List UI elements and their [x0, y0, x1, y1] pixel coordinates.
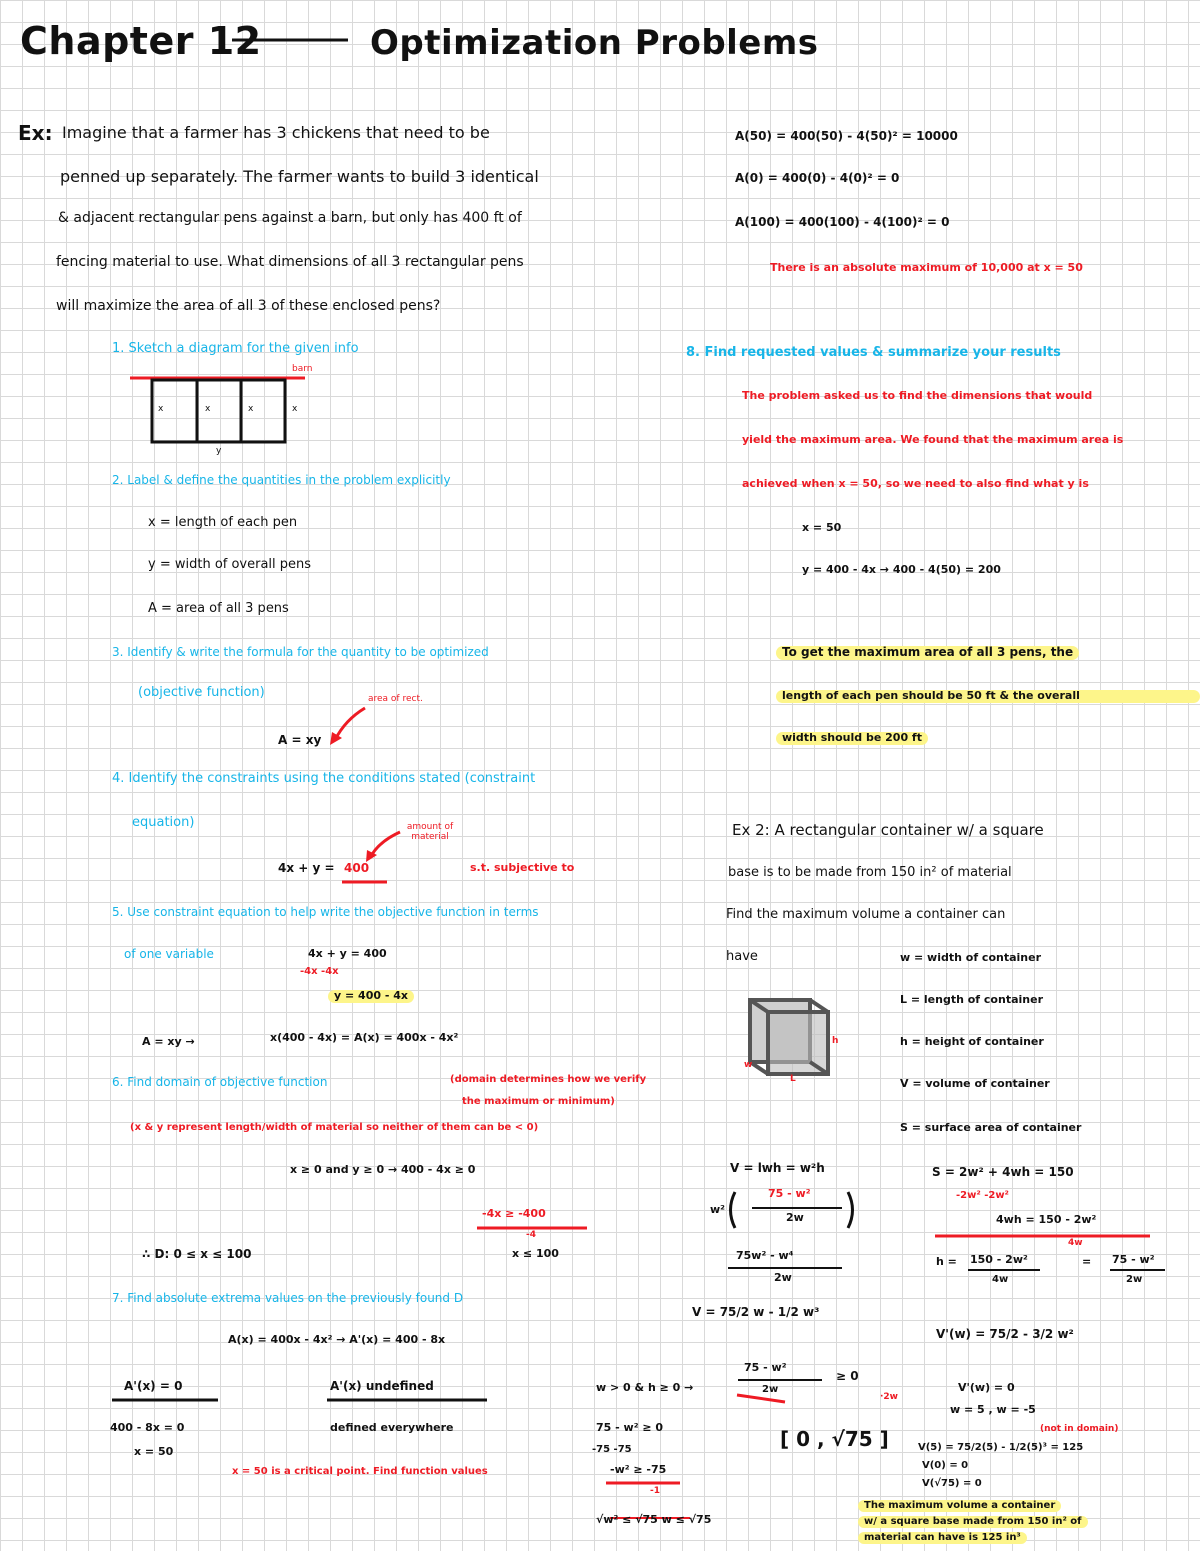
- conclusion-line-1: To get the maximum area of all 3 pens, the: [776, 646, 1079, 660]
- surface-sub: -2w² -2w²: [956, 1190, 1009, 1201]
- substitute-right: x(400 - 4x) = A(x) = 400x - 4x²: [270, 1031, 459, 1044]
- summary-line-3: achieved when x = 50, so we need to also find what y is: [742, 477, 1089, 490]
- ex2-problem-line-2: base is to be made from 150 in² of material: [728, 865, 1012, 880]
- step-4-line-1: 4. Identify the constraints using the conditions stated (constraint: [112, 771, 536, 786]
- vsub-num: 75 - w²: [768, 1187, 811, 1200]
- ex1-problem-line-3: & adjacent rectangular pens against a barn, but only has 400 ft of: [58, 210, 522, 226]
- col2-a: defined everywhere: [330, 1421, 454, 1434]
- domain-lead: w > 0 & h ≥ 0 →: [596, 1381, 694, 1394]
- step-3-line-1: 3. Identify & write the formula for the quantity to be optimized: [112, 645, 489, 659]
- diagram-x-3: x: [248, 404, 254, 414]
- cube-w-label: w: [744, 1060, 753, 1070]
- ineq-4: √w² ≤ √75 w ≤ √75: [596, 1513, 712, 1526]
- domain-frac-num: 75 - w²: [744, 1361, 787, 1374]
- domain-line-2b: -4: [526, 1230, 536, 1240]
- eval-50: A(50) = 400(50) - 4(50)² = 10000: [735, 129, 958, 143]
- vsub-paren-l: [731, 1192, 736, 1228]
- ex2-def-w: w = width of container: [900, 951, 1042, 964]
- ineq-3b: -1: [650, 1486, 660, 1496]
- volume-final: V = 75/2 w - 1/2 w³: [692, 1305, 820, 1319]
- v-at-sqrt75: V(√75) = 0: [922, 1478, 982, 1489]
- ex2-def-v: V = volume of container: [900, 1077, 1050, 1090]
- objective-function: A = xy: [278, 733, 322, 747]
- constraint-rhs: 400: [344, 861, 370, 875]
- y-calc-1: x = 50: [802, 521, 842, 534]
- def-a: A = area of all 3 pens: [148, 601, 289, 616]
- ex2-conclusion-line-1: The maximum volume a container: [858, 1500, 1061, 1512]
- domain-line-1: x ≥ 0 and y ≥ 0 → 400 - 4x ≥ 0: [290, 1163, 476, 1176]
- surface-eq: S = 2w² + 4wh = 150: [932, 1165, 1074, 1179]
- h-eq-den: 4w: [992, 1274, 1009, 1285]
- summary-line-1: The problem asked us to find the dimensions that would: [742, 389, 1093, 402]
- constraint-solve-2: -4x -4x: [300, 966, 339, 977]
- ex2-problem-line-4: have: [726, 949, 758, 964]
- step-6-note-2: the maximum or minimum): [462, 1096, 615, 1107]
- volume-eq: V = lwh = w²h: [730, 1161, 825, 1175]
- h-eq-num: 150 - 2w²: [970, 1253, 1028, 1266]
- h-eq-num2: 75 - w²: [1112, 1253, 1155, 1266]
- domain-mult: ·2w: [880, 1392, 898, 1402]
- constraint-solve-1: 4x + y = 400: [308, 947, 387, 960]
- subject-to: s.t. subjective to: [470, 861, 575, 874]
- pens-outline: [152, 380, 285, 442]
- critical-note: x = 50 is a critical point. Find function values: [232, 1466, 488, 1477]
- conclusion-line-2: length of each pen should be 50 ft & the overall: [776, 690, 1200, 703]
- ex1-problem-line-5: will maximize the area of all 3 of these enclosed pens?: [56, 298, 441, 314]
- cube-l-label: L: [790, 1074, 796, 1084]
- h-eq-den2: 2w: [1126, 1274, 1143, 1285]
- def-x: x = length of each pen: [148, 515, 298, 530]
- v-prime-note: (not in domain): [1040, 1424, 1119, 1434]
- step-2: 2. Label & define the quantities in the problem explicitly: [112, 473, 451, 487]
- v-prime-zero: V'(w) = 0: [958, 1381, 1015, 1394]
- col1-b: x = 50: [134, 1445, 174, 1458]
- step-4-line-2: equation): [132, 815, 195, 830]
- ex2-problem-line-3: Find the maximum volume a container can: [726, 907, 1006, 922]
- absolute-max: There is an absolute maximum of 10,000 at x = 50: [770, 261, 1083, 274]
- ineq-2: -75 -75: [592, 1444, 632, 1455]
- v-prime: V'(w) = 75/2 - 3/2 w²: [936, 1327, 1074, 1341]
- area-arrowhead: [330, 732, 342, 745]
- vsub-paren-r: [848, 1192, 853, 1228]
- step-6: 6. Find domain of objective function: [112, 1075, 328, 1089]
- step-6-note-1: (domain determines how we verify: [450, 1074, 647, 1085]
- v-prime-solution: w = 5 , w = -5: [950, 1403, 1036, 1416]
- col1-a: 400 - 8x = 0: [110, 1421, 185, 1434]
- step-7: 7. Find absolute extrema values on the previously found D: [112, 1291, 464, 1305]
- area-note: area of rect.: [368, 694, 423, 704]
- vexp-num: 75w² - w⁴: [736, 1249, 794, 1262]
- ex2-def-h: h = height of container: [900, 1035, 1044, 1048]
- substitute-left: A = xy →: [142, 1035, 195, 1048]
- step-1: 1. Sketch a diagram for the given info: [112, 341, 359, 356]
- surface-div: 4w: [1068, 1238, 1083, 1248]
- col1-head: A'(x) = 0: [124, 1379, 183, 1393]
- ex1-problem-line-1: Imagine that a farmer has 3 chickens that need to be: [62, 123, 490, 142]
- domain-ge: ≥ 0: [836, 1369, 859, 1383]
- domain-frac-den: 2w: [762, 1384, 779, 1395]
- domain-interval: [ 0 , √75 ]: [780, 1427, 889, 1451]
- eval-0: A(0) = 400(0) - 4(0)² = 0: [735, 171, 900, 185]
- ex2-conclusion-line-3: material can have is 125 in³: [858, 1532, 1027, 1544]
- ineq-1: 75 - w² ≥ 0: [596, 1421, 664, 1434]
- ex1-problem-line-2: penned up separately. The farmer wants to build 3 identical: [60, 167, 539, 186]
- constraint-lhs: 4x + y =: [278, 861, 335, 875]
- ex2-conclusion-line-2: w/ a square base made from 150 in² of: [858, 1516, 1088, 1528]
- constraint-solve-3: y = 400 - 4x: [328, 990, 414, 1003]
- diagram-x-2: x: [205, 404, 211, 414]
- col2-head: A'(x) undefined: [330, 1379, 434, 1393]
- step-5-line-1: 5. Use constraint equation to help write the objective function in terms: [112, 905, 539, 919]
- chapter-topic: Optimization Problems: [370, 23, 819, 63]
- step-5-line-2: of one variable: [124, 947, 214, 961]
- ineq-3: -w² ≥ -75: [610, 1463, 667, 1476]
- domain-line-2: -4x ≥ -400: [482, 1207, 546, 1220]
- y-calc-2: y = 400 - 4x → 400 - 4(50) = 200: [802, 563, 1001, 576]
- eval-100: A(100) = 400(100) - 4(100)² = 0: [735, 215, 950, 229]
- ex2-problem-line-1: Ex 2: A rectangular container w/ a square: [732, 821, 1044, 839]
- v-at-5: V(5) = 75/2(5) - 1/2(5)³ = 125: [918, 1442, 1084, 1453]
- surface-isolate: 4wh = 150 - 2w²: [996, 1213, 1097, 1226]
- cube-h-label: h: [832, 1036, 839, 1046]
- def-y: y = width of overall pens: [148, 557, 312, 572]
- step-8: 8. Find requested values & summarize your results: [686, 345, 1061, 360]
- h-eq-lhs: h =: [936, 1255, 957, 1268]
- step-6-note-3: (x & y represent length/width of material so neither of them can be < 0): [130, 1122, 539, 1133]
- step-3-line-2: (objective function): [138, 685, 265, 700]
- vexp-den: 2w: [774, 1271, 792, 1284]
- diagram-x-1: x: [158, 404, 164, 414]
- domain-line-3: x ≤ 100: [512, 1247, 559, 1260]
- diagram-y: y: [216, 446, 222, 456]
- barn-label: barn: [292, 364, 313, 374]
- derivative: A(x) = 400x - 4x² → A'(x) = 400 - 8x: [228, 1333, 446, 1346]
- chapter-title: Chapter 12: [20, 19, 262, 63]
- ex2-def-l: L = length of container: [900, 993, 1043, 1006]
- h-eq-eq: =: [1082, 1255, 1092, 1268]
- cube-icon: [750, 1000, 828, 1074]
- dom-cancel: [737, 1395, 785, 1402]
- vsub-pre: w²: [710, 1203, 725, 1216]
- ex1-label: Ex:: [18, 121, 53, 145]
- constraint-note: amount of material: [406, 822, 454, 843]
- domain-final: ∴ D: 0 ≤ x ≤ 100: [142, 1247, 252, 1261]
- ex2-def-s: S = surface area of container: [900, 1121, 1082, 1134]
- diagram-x-4: x: [292, 404, 298, 414]
- v-at-0: V(0) = 0: [922, 1460, 969, 1471]
- vsub-den: 2w: [786, 1211, 804, 1224]
- area-arrow: [335, 708, 365, 740]
- summary-line-2: yield the maximum area. We found that the maximum area is: [742, 433, 1124, 446]
- conclusion-line-3: width should be 200 ft: [776, 732, 928, 745]
- ex1-problem-line-4: fencing material to use. What dimensions of all 3 rectangular pens: [56, 254, 524, 270]
